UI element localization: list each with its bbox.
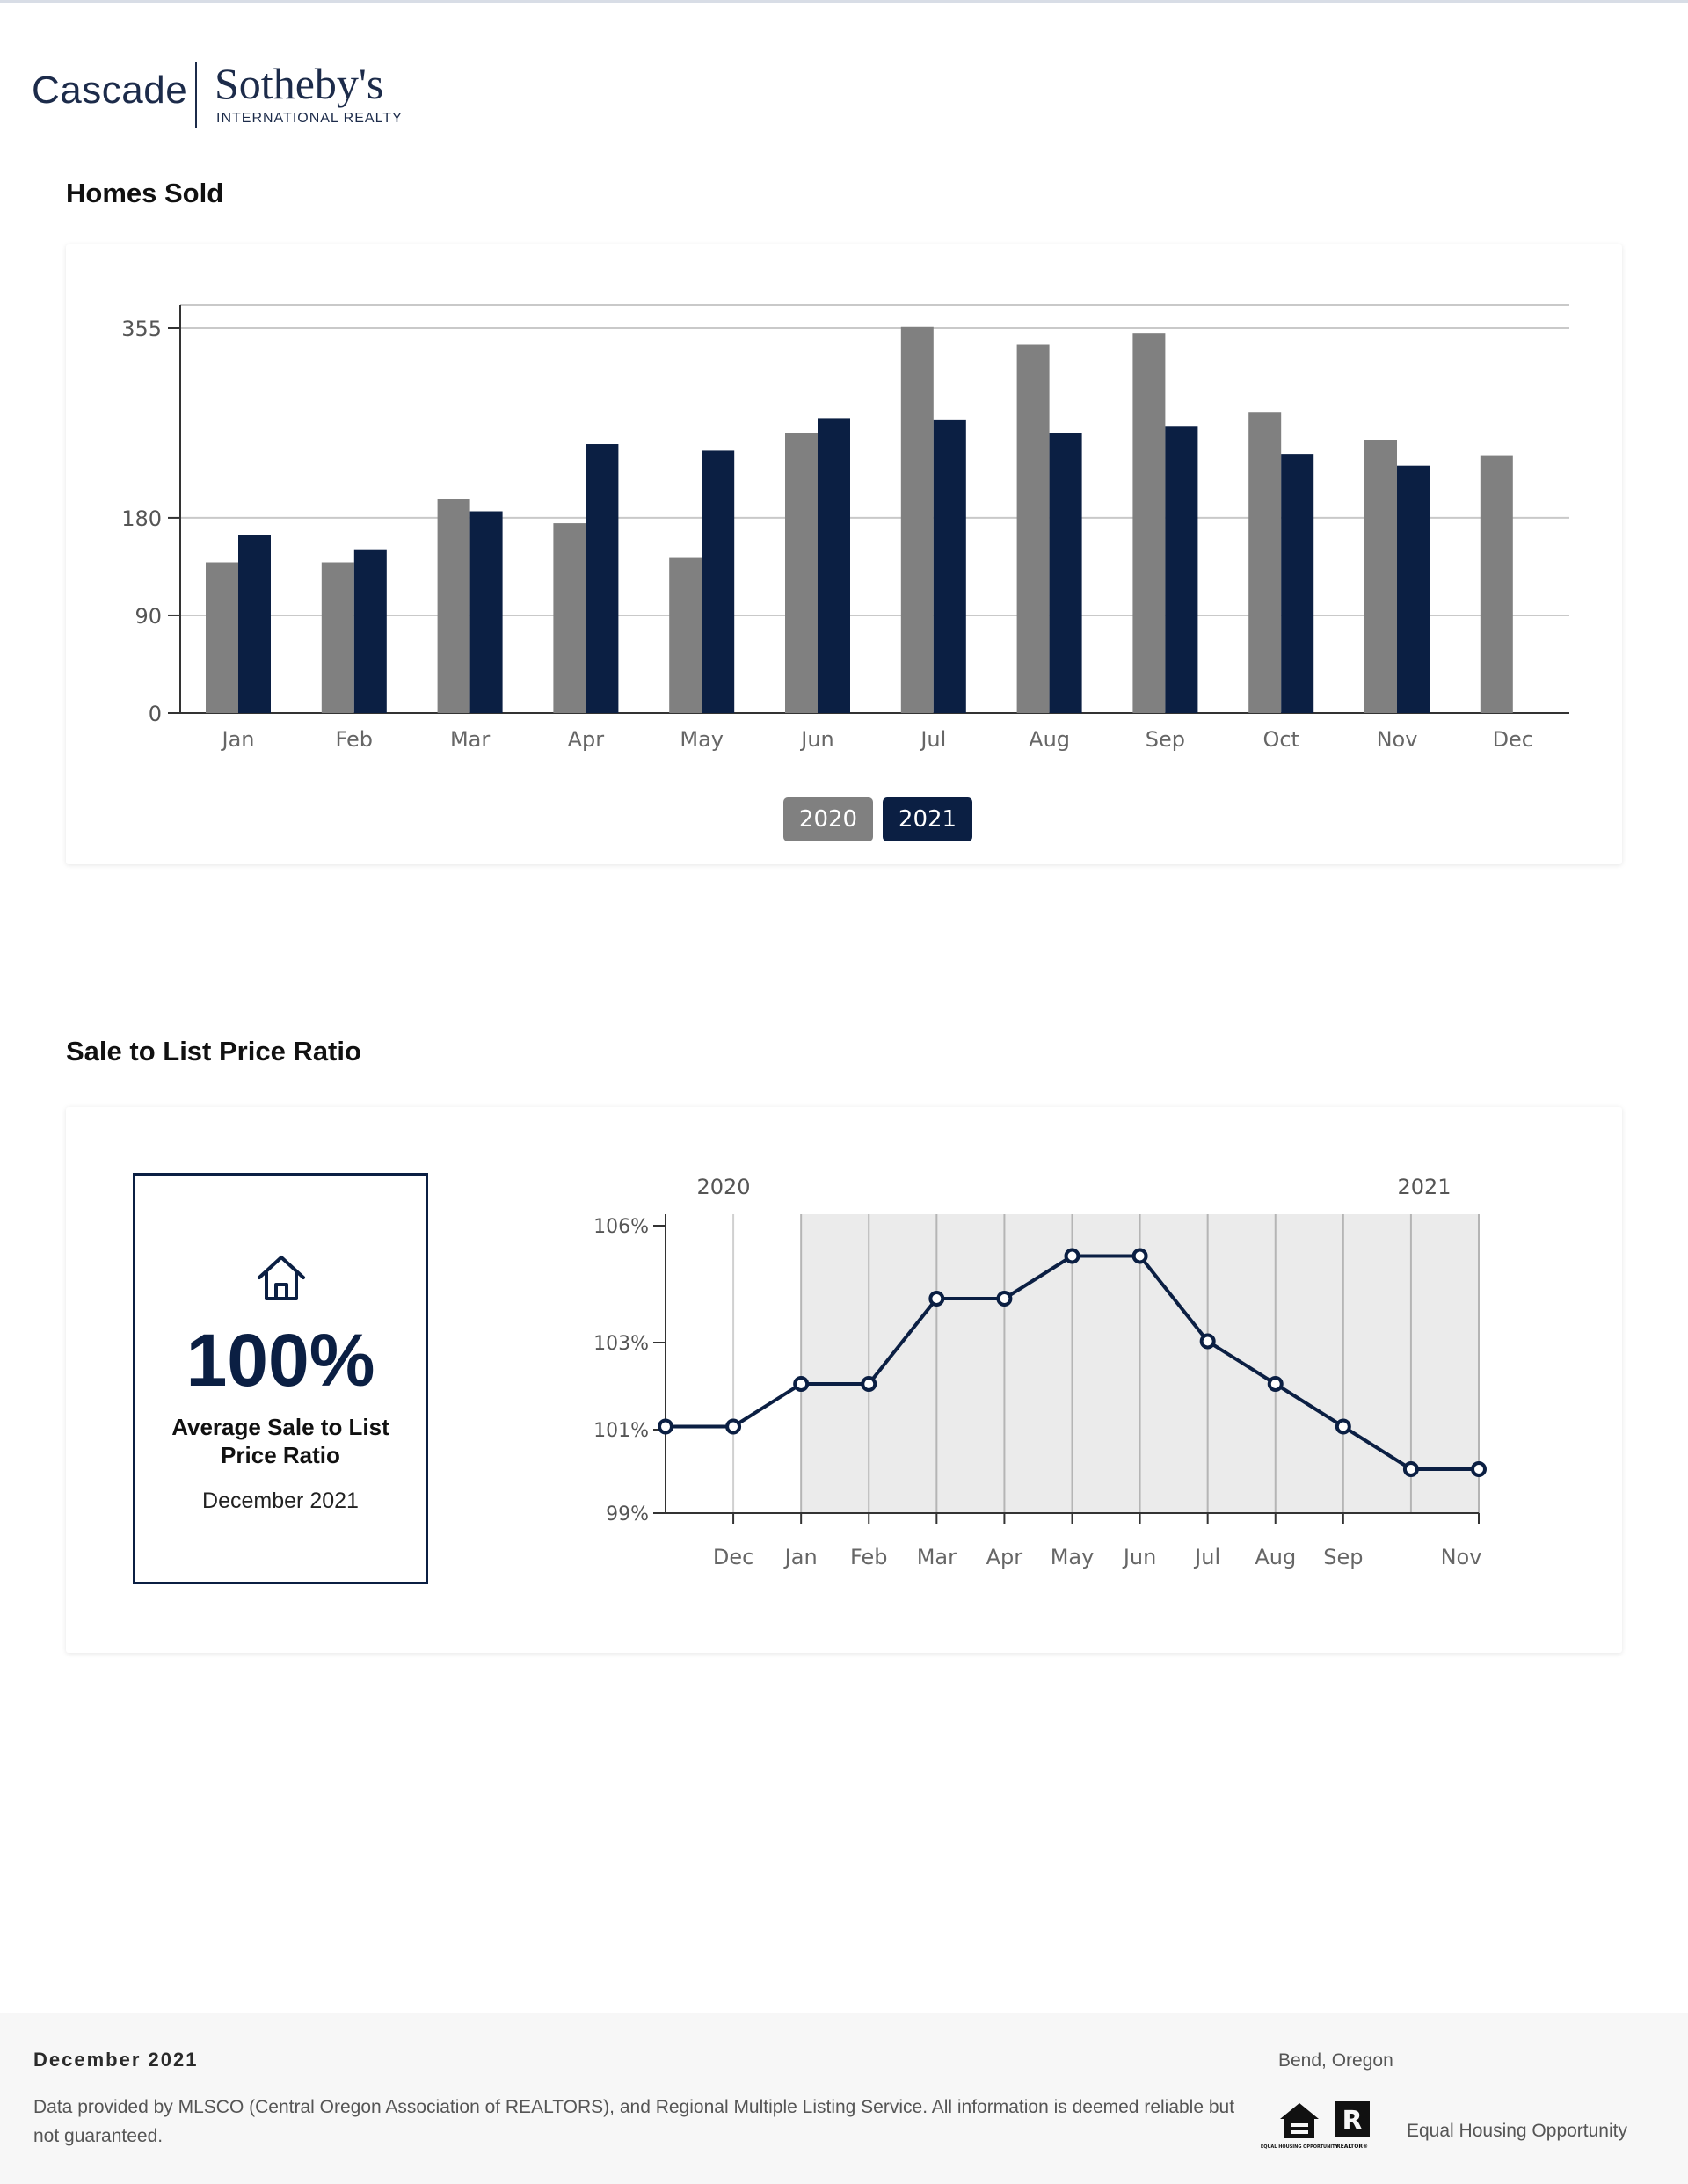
x-tick-label: Sep [1323, 1545, 1364, 1569]
x-tick-label: Jun [801, 727, 834, 752]
stat-label: Average Sale to List Price Ratio [171, 1414, 389, 1468]
stat-date: December 2021 [202, 1489, 359, 1513]
y-tick-label: 0 [148, 702, 162, 726]
footer-location: Bend, Oregon [1278, 2050, 1393, 2071]
footer [0, 2013, 1688, 2184]
x-tick-label: Oct [1262, 727, 1299, 752]
ratio-point [659, 1421, 672, 1433]
equal-housing-icon [1261, 2103, 1339, 2150]
svg-text:R: R [1342, 2106, 1363, 2137]
stat-value: 100% [186, 1319, 375, 1401]
x-tick-label: Aug [1255, 1545, 1297, 1569]
y-tick-label: 103% [593, 1333, 649, 1355]
footer-date: December 2021 [33, 2049, 199, 2071]
ratio-point [998, 1292, 1010, 1305]
y-tick-label: 106% [593, 1216, 649, 1238]
brand-international-realty: INTERNATIONAL REALTY [216, 111, 403, 126]
brand-cascade: Cascade [32, 69, 188, 112]
x-tick-label: Jan [784, 1545, 818, 1569]
ratio-point [1270, 1378, 1282, 1390]
ratio-point [1337, 1421, 1350, 1433]
x-tick-label: Nov [1376, 727, 1418, 752]
x-tick-label: Jun [1123, 1545, 1157, 1569]
x-tick-label: Feb [850, 1545, 888, 1569]
x-tick-label: Nov [1440, 1545, 1482, 1569]
x-tick-label: Jan [222, 727, 255, 752]
y-tick-label: 355 [121, 317, 162, 341]
x-tick-label: Sep [1145, 727, 1186, 752]
ratio-point [727, 1421, 739, 1433]
ratio-point [1134, 1250, 1146, 1263]
x-tick-label: Dec [712, 1545, 754, 1569]
ratio-point [1066, 1250, 1079, 1263]
x-tick-label: Jul [1195, 1545, 1221, 1569]
realtor-icon [1335, 2101, 1370, 2150]
x-tick-label: Jul [920, 727, 947, 752]
x-tick-label: Apr [567, 727, 605, 752]
legend-2020-button[interactable]: 2020 [783, 797, 873, 841]
y-tick-label: 101% [593, 1420, 649, 1442]
svg-text:REALTOR®: REALTOR® [1335, 2144, 1369, 2150]
x-tick-label: Apr [986, 1545, 1023, 1569]
year-label-2021: 2021 [1397, 1175, 1452, 1199]
x-tick-label: Mar [916, 1545, 957, 1569]
sale-to-list-title: Sale to List Price Ratio [66, 1036, 361, 1067]
x-tick-label: May [1050, 1545, 1095, 1569]
ratio-point [862, 1378, 875, 1390]
y-tick-label: 180 [121, 506, 162, 531]
footer-disclaimer: Data provided by MLSCO (Central Oregon Association of REALTORS), and Regional Multiple Listing Service. All information is deemed reliable but not guaranteed. [33, 2097, 1235, 2146]
year-label-2020: 2020 [696, 1175, 751, 1199]
x-tick-label: Aug [1029, 727, 1071, 752]
x-tick-label: Dec [1492, 727, 1534, 752]
ratio-point [795, 1378, 807, 1390]
ratio-point [1202, 1336, 1214, 1348]
x-tick-label: Mar [449, 727, 491, 752]
y-tick-label: 99% [606, 1503, 649, 1525]
brand-sothebys: Sotheby's [215, 59, 384, 108]
ratio-point [930, 1292, 942, 1305]
x-tick-label: Feb [335, 727, 374, 752]
homes-sold-title: Homes Sold [66, 178, 224, 208]
footer-equal-housing: Equal Housing Opportunity [1407, 2121, 1627, 2141]
ratio-point [1405, 1463, 1417, 1475]
svg-text:EQUAL HOUSING OPPORTUNITY: EQUAL HOUSING OPPORTUNITY [1260, 2144, 1339, 2150]
housing-logos [1260, 2098, 1382, 2154]
x-tick-label: May [680, 727, 724, 752]
ratio-point [1473, 1463, 1485, 1475]
y-tick-label: 90 [135, 603, 162, 629]
legend-2021-button[interactable]: 2021 [883, 797, 972, 841]
